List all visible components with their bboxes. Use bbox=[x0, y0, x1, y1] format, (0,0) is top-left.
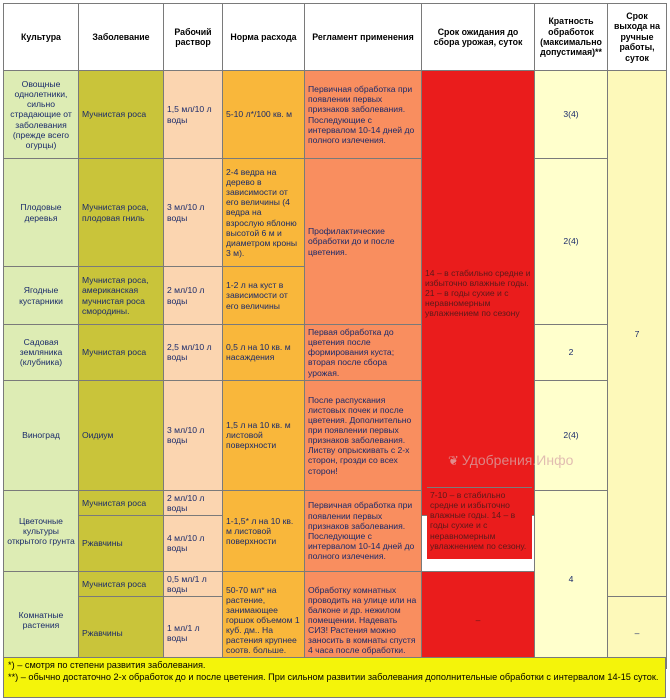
solution-cell: 1,5 мл/10 л воды bbox=[164, 71, 223, 159]
leaf-icon: ❦ bbox=[448, 453, 459, 468]
culture-cell: Ягодные кустарники bbox=[4, 267, 79, 325]
header-regulation: Регламент применения bbox=[305, 4, 422, 71]
rate-cell: 5-10 л*/100 кв. м bbox=[223, 71, 305, 159]
rate-cell: 1,5 л на 10 кв. м листовой поверхности bbox=[223, 380, 305, 490]
rate-cell: 1-2 л на куст в зависимости от его величины bbox=[223, 267, 305, 325]
disease-cell: Мучнистая роса bbox=[79, 490, 164, 515]
regulation-cell: Первая обработка до цветения после формирования куста; вторая после сбора урожая. bbox=[305, 325, 422, 381]
header-exit: Срок выхода на ручные работы, суток bbox=[608, 4, 667, 71]
watermark: ❦ Удобрения.Инфо bbox=[448, 452, 574, 468]
multiplicity-cell: 2(4) bbox=[535, 159, 608, 325]
exit-cell: – bbox=[608, 597, 667, 669]
waiting-cell: – bbox=[422, 571, 535, 668]
header-row bbox=[4, 4, 667, 71]
disease-cell: Мучнистая роса bbox=[79, 71, 164, 159]
header-disease: Заболевание bbox=[79, 4, 164, 71]
regulation-cell: Профилактические обработки до и после цветения. bbox=[305, 159, 422, 325]
multiplicity-cell: 3(4) bbox=[535, 71, 608, 159]
solution-cell: 4 мл/10 л воды bbox=[164, 515, 223, 571]
multiplicity-cell: 2 bbox=[535, 325, 608, 381]
rate-cell: 1-1,5* л на 10 кв. м листовой поверхности bbox=[223, 490, 305, 571]
table-row bbox=[4, 490, 667, 515]
header-multiplicity: Кратность обработок (максимально допустимая)** bbox=[535, 4, 608, 71]
table-row bbox=[4, 325, 667, 381]
rate-cell: 50-70 мл* на растение, занимающее горшок объемом 1 куб. дм.. На растения крупнее соотв. больше. bbox=[223, 571, 305, 668]
disease-cell: Мучнистая роса bbox=[79, 325, 164, 381]
table-row bbox=[4, 71, 667, 159]
solution-cell: 0,5 мл/1 л воды bbox=[164, 571, 223, 596]
solution-cell: 1 мл/1 л воды bbox=[164, 597, 223, 669]
multiplicity-cell: 4 bbox=[535, 490, 608, 669]
regulation-cell: После распускания листовых почек и после цветения. Дополнительно при появлении первых признаков заболевания. Листву опрыскивать с 2-х сторон, грозди со всех сторон! bbox=[305, 380, 422, 490]
header-waiting: Срок ожидания до сбора урожая, суток bbox=[422, 4, 535, 71]
table-row bbox=[4, 380, 667, 490]
fungicide-table bbox=[3, 3, 667, 669]
disease-cell: Мучнистая роса bbox=[79, 571, 164, 596]
regulation-cell: Первичная обработка при появлении первых признаков заболевания. Последующие с интервалом 10-14 дней до полного излечения. bbox=[305, 490, 422, 571]
solution-cell: 2 мл/10 л воды bbox=[164, 490, 223, 515]
footnote-1: *) – смотря по степени развития заболевания. bbox=[8, 660, 206, 670]
rate-cell: 0,5 л на 10 кв. м насаждения bbox=[223, 325, 305, 381]
rate-cell: 2-4 ведра на дерево в зависимости от его величины (4 ведра на взрослую яблоню высотой 6 м и диаметром кроны 3 м). bbox=[223, 159, 305, 267]
header-solution: Рабочий раствор bbox=[164, 4, 223, 71]
culture-cell: Садовая земляника (клубника) bbox=[4, 325, 79, 381]
table-row bbox=[4, 159, 667, 267]
waiting-cell-flowers: 7-10 – в стабильно средне и избыточно влажные годы. 14 – в годы сухие и с неравномерным увлажнением по сезону. bbox=[427, 487, 532, 559]
solution-cell: 3 мл/10 л воды bbox=[164, 159, 223, 267]
solution-cell: 2 мл/10 л воды bbox=[164, 267, 223, 325]
disease-cell: Мучнистая роса, плодовая гниль bbox=[79, 159, 164, 267]
culture-cell: Цветочные культуры открытого грунта bbox=[4, 490, 79, 571]
waiting-cell: 14 – в стабильно средне и избыточно влажные годы. 21 – в годы сухие и с неравномерным увлажнением по сезону bbox=[422, 71, 535, 516]
culture-cell: Виноград bbox=[4, 380, 79, 490]
disease-cell: Оидиум bbox=[79, 380, 164, 490]
culture-cell: Плодовые деревья bbox=[4, 159, 79, 267]
solution-cell: 3 мл/10 л воды bbox=[164, 380, 223, 490]
disease-cell: Мучнистая роса, американская мучнистая роса смородины. bbox=[79, 267, 164, 325]
multiplicity-cell: 2(4) bbox=[535, 380, 608, 490]
footnotes bbox=[3, 657, 666, 698]
header-culture: Культура bbox=[4, 4, 79, 71]
regulation-cell: Первичная обработка при появлении первых признаков заболевания. Последующие с интервалом 10-14 дней до полного излечения. bbox=[305, 71, 422, 159]
solution-cell: 2,5 мл/10 л воды bbox=[164, 325, 223, 381]
culture-cell: Комнатные растения bbox=[4, 571, 79, 668]
disease-cell: Ржавчины bbox=[79, 515, 164, 571]
exit-cell: 7 bbox=[608, 71, 667, 597]
culture-cell: Овощные однолетники, сильно страдающие от заболевания (прежде всего огурцы) bbox=[4, 71, 79, 159]
footnote-2: **) – обычно достаточно 2-х обработок до и после цветения. При сильном развитии заболевания дополнительные обработки с интервалом 14-15 суток. bbox=[8, 671, 659, 682]
regulation-cell: Обработку комнатных проводить на улице или на балконе и др. нежилом помещении. Надевать СИЗ! Растения можно заносить в комнаты спустя 4 часа после обработки. bbox=[305, 571, 422, 668]
disease-cell: Ржавчины bbox=[79, 597, 164, 669]
header-rate: Норма расхода bbox=[223, 4, 305, 71]
